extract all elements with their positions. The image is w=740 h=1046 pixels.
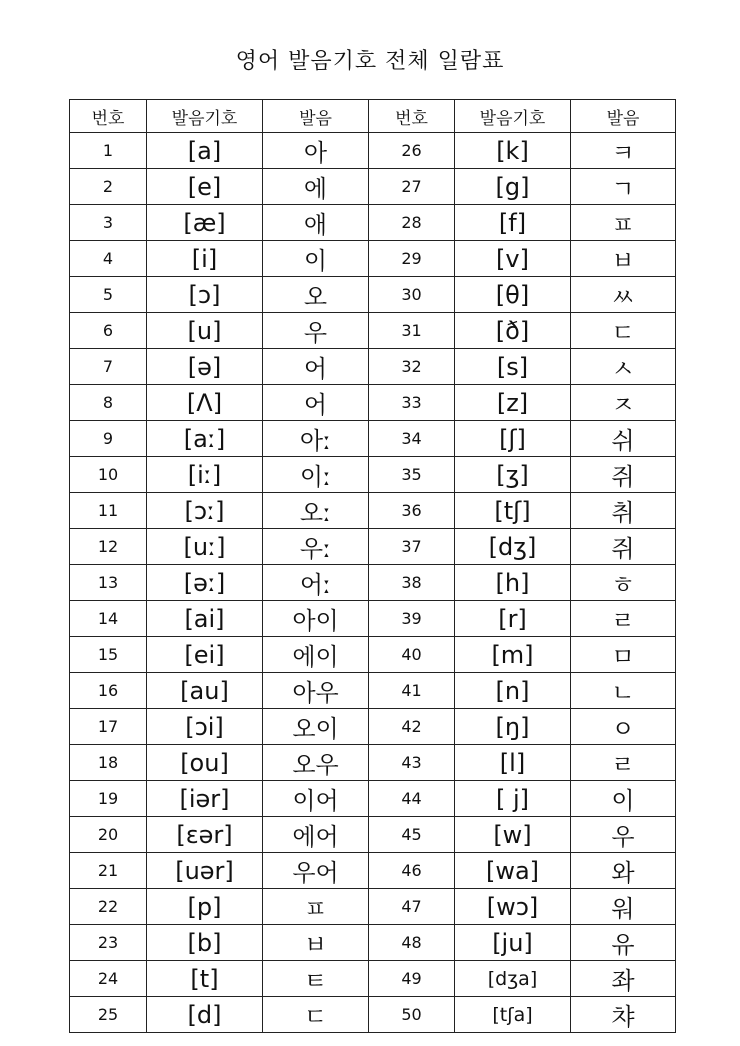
table-row (70, 889, 676, 925)
number-cell: 27 (369, 169, 455, 205)
sound-cell: ㅍ (263, 889, 369, 925)
number-cell: 10 (70, 457, 147, 493)
sound-cell: 유 (571, 925, 676, 961)
number-cell: 21 (70, 853, 147, 889)
number-cell: 28 (369, 205, 455, 241)
sound-cell: 아우 (263, 673, 369, 709)
symbol-cell: [ŋ] (455, 709, 571, 745)
number-cell: 13 (70, 565, 147, 601)
table-row (70, 637, 676, 673)
number-cell: 22 (70, 889, 147, 925)
table-row (70, 241, 676, 277)
number-cell: 4 (70, 241, 147, 277)
number-cell: 38 (369, 565, 455, 601)
sound-cell: ㅈ (571, 385, 676, 421)
sound-cell: 오ː (263, 493, 369, 529)
symbol-cell: [ɛər] (147, 817, 263, 853)
symbol-cell: [d] (147, 997, 263, 1033)
symbol-cell: [ɔː] (147, 493, 263, 529)
number-cell: 9 (70, 421, 147, 457)
symbol-cell: [g] (455, 169, 571, 205)
sound-cell: 우ː (263, 529, 369, 565)
symbol-cell: [æ] (147, 205, 263, 241)
header-sound-left: 발음 (263, 100, 369, 133)
header-number-right: 번호 (369, 100, 455, 133)
symbol-cell: [ei] (147, 637, 263, 673)
table-row (70, 673, 676, 709)
symbol-cell: [m] (455, 637, 571, 673)
number-cell: 34 (369, 421, 455, 457)
symbol-cell: [wa] (455, 853, 571, 889)
symbol-cell: [au] (147, 673, 263, 709)
sound-cell: 에어 (263, 817, 369, 853)
table-row (70, 385, 676, 421)
number-cell: 33 (369, 385, 455, 421)
sound-cell: 워 (571, 889, 676, 925)
sound-cell: 어 (263, 385, 369, 421)
number-cell: 7 (70, 349, 147, 385)
sound-cell: 와 (571, 853, 676, 889)
number-cell: 43 (369, 745, 455, 781)
symbol-cell: [v] (455, 241, 571, 277)
sound-cell: ㅂ (571, 241, 676, 277)
table-row (70, 493, 676, 529)
number-cell: 35 (369, 457, 455, 493)
symbol-cell: [dʒa] (455, 961, 571, 997)
number-cell: 40 (369, 637, 455, 673)
sound-cell: ㅁ (571, 637, 676, 673)
number-cell: 1 (70, 133, 147, 169)
number-cell: 16 (70, 673, 147, 709)
sound-cell: 쥐 (571, 457, 676, 493)
symbol-cell: [ʒ] (455, 457, 571, 493)
symbol-cell: [ju] (455, 925, 571, 961)
sound-cell: ㄷ (263, 997, 369, 1033)
table-row (70, 529, 676, 565)
symbol-cell: [u] (147, 313, 263, 349)
table-row (70, 925, 676, 961)
table-row (70, 205, 676, 241)
sound-cell: 이ː (263, 457, 369, 493)
number-cell: 41 (369, 673, 455, 709)
symbol-cell: [a] (147, 133, 263, 169)
sound-cell: ㄹ (571, 601, 676, 637)
page-title: 영어 발음기호 전체 일람표 (235, 49, 505, 74)
phonetic-symbol-table (69, 99, 676, 1033)
sound-cell: 이어 (263, 781, 369, 817)
number-cell: 37 (369, 529, 455, 565)
symbol-cell: [ʃ] (455, 421, 571, 457)
symbol-cell: [h] (455, 565, 571, 601)
table-header-row (70, 100, 676, 133)
number-cell: 29 (369, 241, 455, 277)
number-cell: 45 (369, 817, 455, 853)
sound-cell: 오우 (263, 745, 369, 781)
table-row (70, 277, 676, 313)
number-cell: 47 (369, 889, 455, 925)
number-cell: 42 (369, 709, 455, 745)
sound-cell: 이 (571, 781, 676, 817)
number-cell: 36 (369, 493, 455, 529)
number-cell: 20 (70, 817, 147, 853)
number-cell: 18 (70, 745, 147, 781)
symbol-cell: [k] (455, 133, 571, 169)
number-cell: 17 (70, 709, 147, 745)
number-cell: 6 (70, 313, 147, 349)
number-cell: 14 (70, 601, 147, 637)
sound-cell: 우 (263, 313, 369, 349)
symbol-cell: [əː] (147, 565, 263, 601)
symbol-cell: [iər] (147, 781, 263, 817)
header-symbol-right: 발음기호 (455, 100, 571, 133)
number-cell: 30 (369, 277, 455, 313)
sound-cell: 이 (263, 241, 369, 277)
sound-cell: 아 (263, 133, 369, 169)
sound-cell: ㅎ (571, 565, 676, 601)
table-row (70, 565, 676, 601)
number-cell: 26 (369, 133, 455, 169)
symbol-cell: [e] (147, 169, 263, 205)
number-cell: 11 (70, 493, 147, 529)
symbol-cell: [i] (147, 241, 263, 277)
sound-cell: ㅌ (263, 961, 369, 997)
symbol-cell: [ou] (147, 745, 263, 781)
number-cell: 15 (70, 637, 147, 673)
table-row (70, 709, 676, 745)
table-row (70, 349, 676, 385)
symbol-cell: [ɔi] (147, 709, 263, 745)
symbol-cell: [iː] (147, 457, 263, 493)
number-cell: 39 (369, 601, 455, 637)
sound-cell: ㄴ (571, 673, 676, 709)
sound-cell: 챠 (571, 997, 676, 1033)
symbol-cell: [s] (455, 349, 571, 385)
table-row (70, 421, 676, 457)
symbol-cell: [ə] (147, 349, 263, 385)
symbol-cell: [ɔ] (147, 277, 263, 313)
number-cell: 5 (70, 277, 147, 313)
sound-cell: ㄱ (571, 169, 676, 205)
symbol-cell: [f] (455, 205, 571, 241)
symbol-cell: [uː] (147, 529, 263, 565)
symbol-cell: [t] (147, 961, 263, 997)
table-row (70, 457, 676, 493)
number-cell: 31 (369, 313, 455, 349)
number-cell: 19 (70, 781, 147, 817)
sound-cell: 우 (571, 817, 676, 853)
symbol-cell: [w] (455, 817, 571, 853)
sound-cell: 아ː (263, 421, 369, 457)
symbol-cell: [n] (455, 673, 571, 709)
symbol-cell: [θ] (455, 277, 571, 313)
sound-cell: 좌 (571, 961, 676, 997)
symbol-cell: [ai] (147, 601, 263, 637)
number-cell: 32 (369, 349, 455, 385)
symbol-cell: [aː] (147, 421, 263, 457)
sound-cell: ㅅ (571, 349, 676, 385)
symbol-cell: [tʃa] (455, 997, 571, 1033)
table-row (70, 961, 676, 997)
symbol-cell: [ j] (455, 781, 571, 817)
symbol-cell: [dʒ] (455, 529, 571, 565)
table-row (70, 313, 676, 349)
sound-cell: ㅂ (263, 925, 369, 961)
header-symbol-left: 발음기호 (147, 100, 263, 133)
table-row (70, 169, 676, 205)
sound-cell: 오 (263, 277, 369, 313)
sound-cell: 에 (263, 169, 369, 205)
number-cell: 46 (369, 853, 455, 889)
number-cell: 25 (70, 997, 147, 1033)
table-row (70, 601, 676, 637)
number-cell: 23 (70, 925, 147, 961)
sound-cell: 오이 (263, 709, 369, 745)
sound-cell: ㅇ (571, 709, 676, 745)
header-number-left: 번호 (70, 100, 147, 133)
symbol-cell: [wɔ] (455, 889, 571, 925)
sound-cell: 쉬 (571, 421, 676, 457)
sound-cell: ㅆ (571, 277, 676, 313)
sound-cell: 우어 (263, 853, 369, 889)
sound-cell: ㄷ (571, 313, 676, 349)
number-cell: 44 (369, 781, 455, 817)
sound-cell: ㅍ (571, 205, 676, 241)
table-row (70, 745, 676, 781)
symbol-cell: [p] (147, 889, 263, 925)
table-row (70, 853, 676, 889)
table-row (70, 133, 676, 169)
symbol-cell: [r] (455, 601, 571, 637)
symbol-cell: [l] (455, 745, 571, 781)
symbol-cell: [ð] (455, 313, 571, 349)
sound-cell: 에이 (263, 637, 369, 673)
table-row (70, 997, 676, 1033)
symbol-cell: [tʃ] (455, 493, 571, 529)
symbol-cell: [Λ] (147, 385, 263, 421)
table-row (70, 781, 676, 817)
sound-cell: 아이 (263, 601, 369, 637)
sound-cell: 어ː (263, 565, 369, 601)
symbol-cell: [uər] (147, 853, 263, 889)
number-cell: 24 (70, 961, 147, 997)
number-cell: 49 (369, 961, 455, 997)
sound-cell: 취 (571, 493, 676, 529)
number-cell: 3 (70, 205, 147, 241)
sound-cell: 애 (263, 205, 369, 241)
table-row (70, 817, 676, 853)
number-cell: 12 (70, 529, 147, 565)
sound-cell: 어 (263, 349, 369, 385)
symbol-cell: [z] (455, 385, 571, 421)
symbol-cell: [b] (147, 925, 263, 961)
number-cell: 50 (369, 997, 455, 1033)
number-cell: 8 (70, 385, 147, 421)
sound-cell: 쥐 (571, 529, 676, 565)
number-cell: 2 (70, 169, 147, 205)
sound-cell: ㅋ (571, 133, 676, 169)
header-sound-right: 발음 (571, 100, 676, 133)
sound-cell: ㄹ (571, 745, 676, 781)
number-cell: 48 (369, 925, 455, 961)
table-body (70, 133, 676, 1033)
